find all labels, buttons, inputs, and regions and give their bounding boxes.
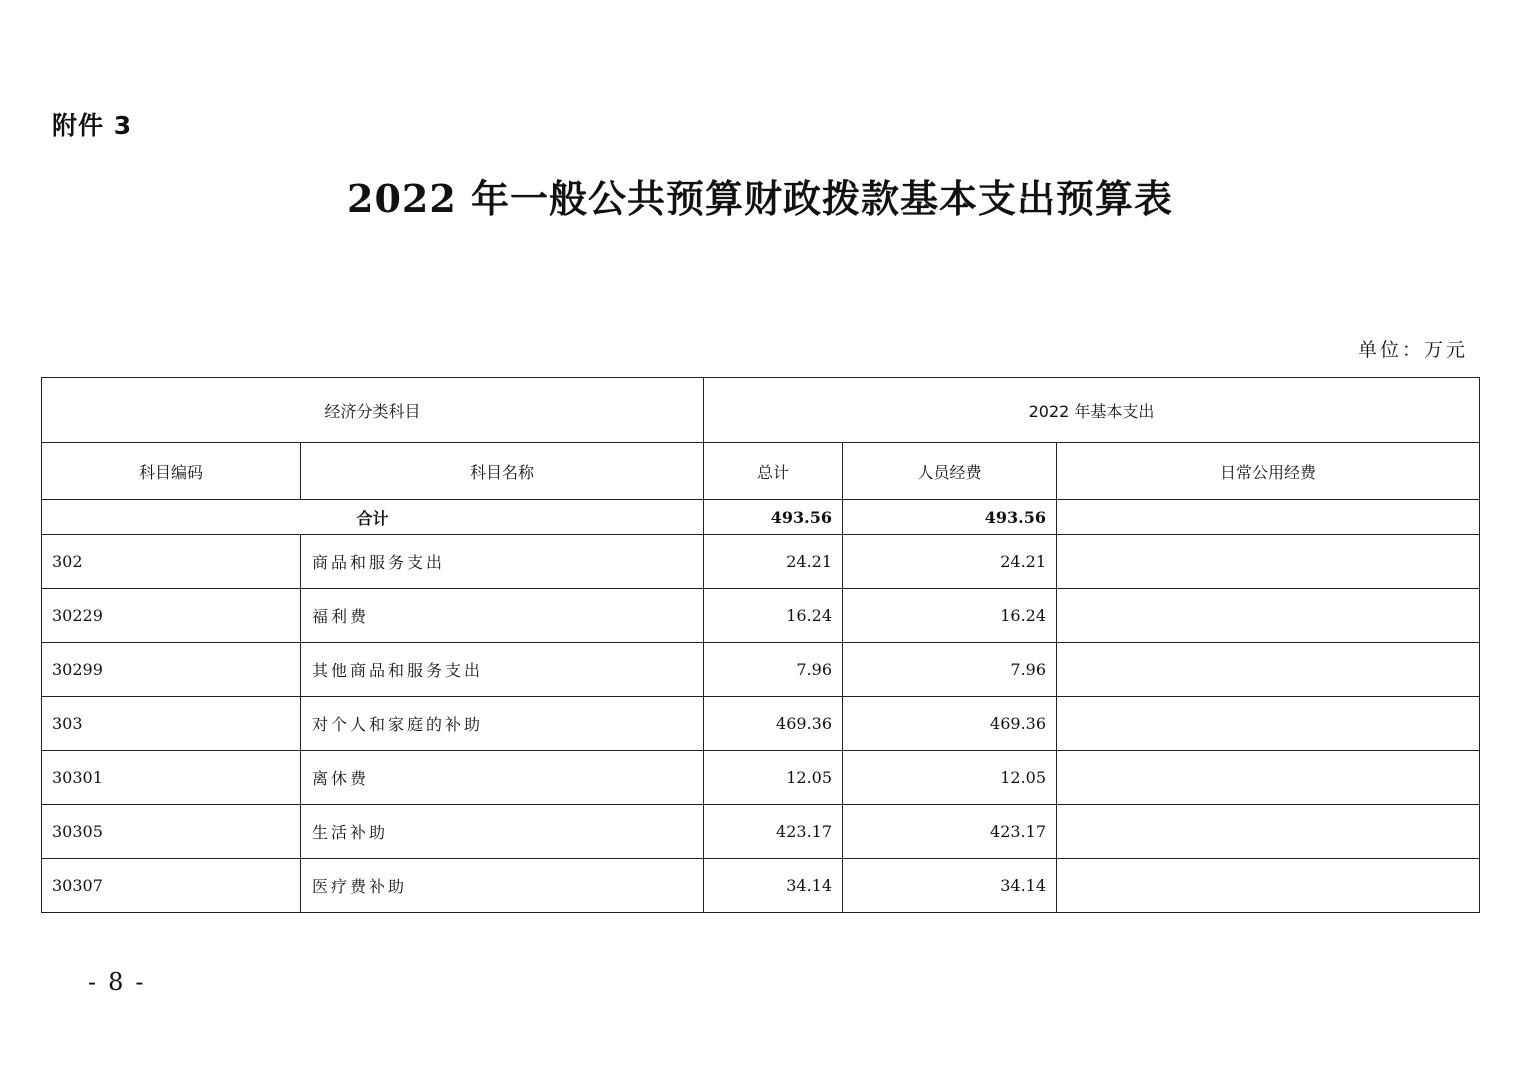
table-row — [42, 751, 1480, 805]
cell-total: 469.36 — [704, 697, 843, 751]
cell-personnel: 469.36 — [843, 697, 1057, 751]
cell-name: 离休费 — [301, 751, 704, 805]
cell-total: 16.24 — [704, 589, 843, 643]
cell-code: 30307 — [42, 859, 301, 913]
cell-name: 医疗费补助 — [301, 859, 704, 913]
cell-name: 福利费 — [301, 589, 704, 643]
table-row — [42, 589, 1480, 643]
cell-personnel: 7.96 — [843, 643, 1057, 697]
group-header-row — [42, 378, 1480, 443]
unit-label: 单位：万元 — [1357, 339, 1468, 361]
cell-code: 30301 — [42, 751, 301, 805]
total-personnel: 493.56 — [843, 500, 1057, 535]
cell-name: 商品和服务支出 — [301, 535, 704, 589]
cell-code: 302 — [42, 535, 301, 589]
cell-code: 30305 — [42, 805, 301, 859]
header-name: 科目名称 — [301, 443, 704, 500]
cell-code: 30229 — [42, 589, 301, 643]
cell-public — [1057, 697, 1480, 751]
cell-personnel: 12.05 — [843, 751, 1057, 805]
cell-total: 423.17 — [704, 805, 843, 859]
header-total: 总计 — [704, 443, 843, 500]
cell-personnel: 34.14 — [843, 859, 1057, 913]
table-row — [42, 535, 1480, 589]
total-label: 合计 — [42, 500, 704, 535]
table-row — [42, 643, 1480, 697]
budget-table — [41, 377, 1480, 913]
header-personnel: 人员经费 — [843, 443, 1057, 500]
attachment-label: 附件 3 — [52, 111, 133, 140]
header-code: 科目编码 — [42, 443, 301, 500]
cell-public — [1057, 859, 1480, 913]
cell-name: 对个人和家庭的补助 — [301, 697, 704, 751]
cell-public — [1057, 535, 1480, 589]
cell-name: 生活补助 — [301, 805, 704, 859]
total-row — [42, 500, 1480, 535]
cell-total: 24.21 — [704, 535, 843, 589]
cell-total: 12.05 — [704, 751, 843, 805]
cell-personnel: 16.24 — [843, 589, 1057, 643]
cell-code: 303 — [42, 697, 301, 751]
cell-name: 其他商品和服务支出 — [301, 643, 704, 697]
page-number: -8- — [88, 968, 156, 996]
cell-public — [1057, 751, 1480, 805]
table-row — [42, 859, 1480, 913]
cell-personnel: 423.17 — [843, 805, 1057, 859]
table-row — [42, 697, 1480, 751]
header-economic-class: 经济分类科目 — [42, 378, 704, 443]
header-public: 日常公用经费 — [1057, 443, 1480, 500]
total-public — [1057, 500, 1480, 535]
cell-public — [1057, 643, 1480, 697]
cell-personnel: 24.21 — [843, 535, 1057, 589]
column-header-row — [42, 443, 1480, 500]
cell-public — [1057, 589, 1480, 643]
cell-total: 34.14 — [704, 859, 843, 913]
document-title: 2022 年一般公共预算财政拨款基本支出预算表 — [347, 176, 1173, 221]
total-total: 493.56 — [704, 500, 843, 535]
cell-total: 7.96 — [704, 643, 843, 697]
cell-code: 30299 — [42, 643, 301, 697]
header-basic-expenditure: 2022 年基本支出 — [704, 378, 1480, 443]
cell-public — [1057, 805, 1480, 859]
table-row — [42, 805, 1480, 859]
